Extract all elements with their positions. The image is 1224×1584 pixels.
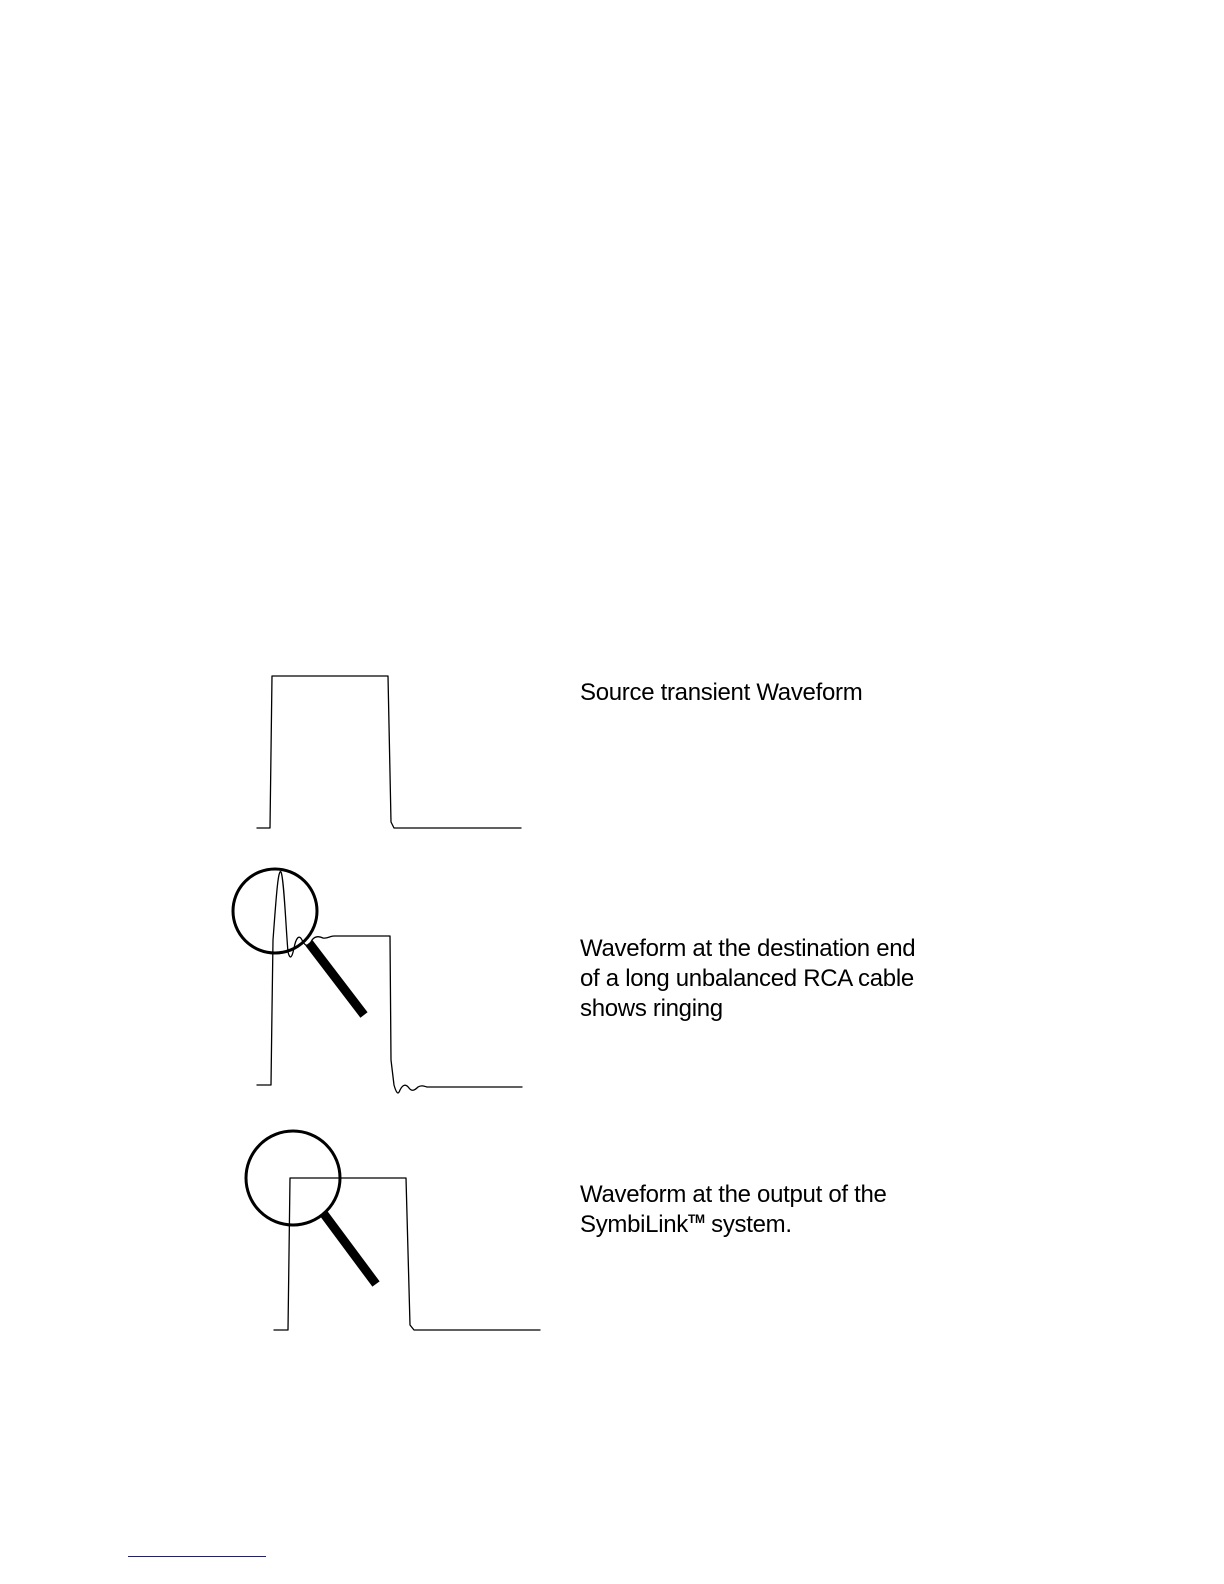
- symbilink-waveform: [240, 1130, 550, 1340]
- ringing-caption-line-1: Waveform at the destination end: [580, 935, 916, 962]
- ringing-waveform: [220, 860, 540, 1100]
- magnifier-handle: [309, 943, 364, 1015]
- symbilink-waveform-caption: [580, 1180, 980, 1240]
- symbilink-square-pulse: [274, 1178, 540, 1330]
- source-square-pulse: [257, 676, 521, 828]
- footnote-separator: [128, 1556, 266, 1557]
- trademark-symbol: TM: [688, 1212, 705, 1226]
- ringing-waveform-caption: [580, 934, 980, 1024]
- ringing-caption-line-2: of a long unbalanced RCA cable: [580, 965, 914, 992]
- source-waveform-caption: [580, 678, 980, 708]
- source-caption-line-1: Source transient Waveform: [580, 679, 863, 706]
- symbilink-caption-line-1: Waveform at the output of the: [580, 1181, 887, 1208]
- magnifier-handle: [324, 1214, 376, 1284]
- source-waveform: [250, 670, 540, 840]
- symbilink-caption-line-2-suffix: system.: [704, 1211, 792, 1238]
- ringing-caption-line-3: shows ringing: [580, 995, 723, 1022]
- ringing-square-pulse: [257, 872, 522, 1093]
- symbilink-caption-brand: SymbiLink: [580, 1211, 689, 1238]
